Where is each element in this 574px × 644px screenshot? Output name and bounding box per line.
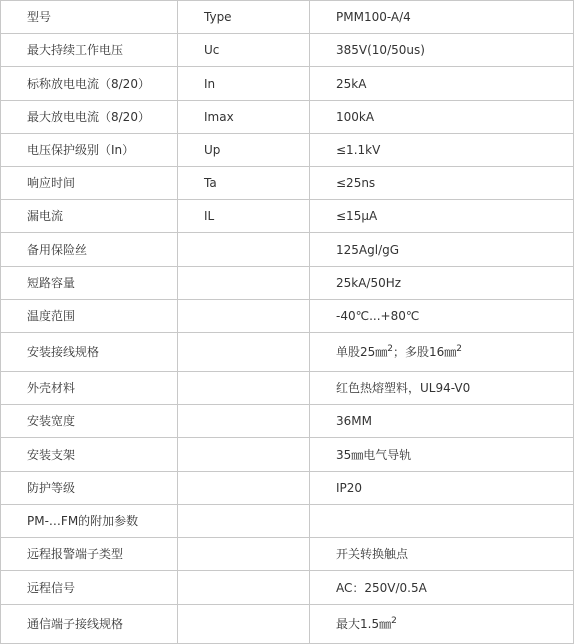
superscript: 2 (391, 616, 397, 626)
param-cell: 备用保险丝 (1, 233, 178, 267)
param-cell: 响应时间 (1, 167, 178, 200)
param-cell: 通信端子接线规格 (1, 605, 178, 644)
value-cell: -40℃...+80℃ (310, 300, 574, 333)
param-cell: 漏电流 (1, 200, 178, 233)
value-cell: ≤25ns (310, 167, 574, 200)
symbol-cell: Uc (178, 34, 310, 67)
param-cell: 电压保护级别（In） (1, 134, 178, 167)
superscript: 2 (456, 344, 463, 354)
symbol-cell: In (178, 67, 310, 101)
table-row (1, 438, 574, 472)
symbol-cell (178, 300, 310, 333)
table-row (1, 167, 574, 200)
param-cell: 安装接线规格 (1, 333, 178, 372)
value-cell: ≤15μA (310, 200, 574, 233)
table-row (1, 605, 574, 644)
symbol-cell (178, 571, 310, 605)
value-cell: ≤1.1kV (310, 134, 574, 167)
value-cell (310, 333, 574, 372)
symbol-cell (178, 405, 310, 438)
param-cell: 外壳材料 (1, 372, 178, 405)
symbol-cell (178, 505, 310, 538)
value-cell (310, 505, 574, 538)
symbol-cell: Type (178, 1, 310, 34)
param-cell: 标称放电电流（8/20） (1, 67, 178, 101)
value-cell: 125Agl/gG (310, 233, 574, 267)
value-cell: 25kA (310, 67, 574, 101)
table-row (1, 405, 574, 438)
value-cell: AC：250V/0.5A (310, 571, 574, 605)
table-row (1, 34, 574, 67)
table-row (1, 233, 574, 267)
value-cell: PMM100-A/4 (310, 1, 574, 34)
table-row (1, 472, 574, 505)
symbol-cell: Imax (178, 101, 310, 134)
symbol-cell (178, 438, 310, 472)
value-cell: 35㎜电气导轨 (310, 438, 574, 472)
table-row (1, 372, 574, 405)
param-cell: 远程报警端子类型 (1, 538, 178, 571)
param-cell: 短路容量 (1, 267, 178, 300)
table-row (1, 300, 574, 333)
value-cell: 红色热熔塑料，UL94-V0 (310, 372, 574, 405)
table-row (1, 333, 574, 372)
value-text: 单股25㎜ (336, 345, 388, 359)
param-cell: 安装支架 (1, 438, 178, 472)
param-cell: 温度范围 (1, 300, 178, 333)
table-row (1, 200, 574, 233)
table-row (1, 505, 574, 538)
value-cell: 25kA/50Hz (310, 267, 574, 300)
param-cell: 安装宽度 (1, 405, 178, 438)
value-text: 最大1.5㎜ (336, 617, 392, 631)
param-cell: 防护等级 (1, 472, 178, 505)
table-row (1, 134, 574, 167)
symbol-cell: Up (178, 134, 310, 167)
table-row (1, 571, 574, 605)
param-cell: 最大持续工作电压 (1, 34, 178, 67)
superscript: 2 (387, 344, 394, 354)
symbol-cell (178, 267, 310, 300)
value-cell: 385V(10/50us) (310, 34, 574, 67)
symbol-cell: IL (178, 200, 310, 233)
value-text: ；多股16㎜ (393, 345, 457, 359)
symbol-cell (178, 605, 310, 644)
value-cell: IP20 (310, 472, 574, 505)
value-cell: 36MM (310, 405, 574, 438)
symbol-cell (178, 333, 310, 372)
table-row (1, 538, 574, 571)
param-cell: 型号 (1, 1, 178, 34)
symbol-cell (178, 233, 310, 267)
symbol-cell (178, 538, 310, 571)
symbol-cell (178, 472, 310, 505)
table-row (1, 67, 574, 101)
value-cell: 100kA (310, 101, 574, 134)
value-cell (310, 605, 574, 644)
symbol-cell: Ta (178, 167, 310, 200)
table-row (1, 267, 574, 300)
value-cell: 开关转换触点 (310, 538, 574, 571)
param-cell: PM-…FM的附加参数 (1, 505, 178, 538)
param-cell: 远程信号 (1, 571, 178, 605)
param-cell: 最大放电电流（8/20） (1, 101, 178, 134)
table-row (1, 1, 574, 34)
table-row (1, 101, 574, 134)
symbol-cell (178, 372, 310, 405)
